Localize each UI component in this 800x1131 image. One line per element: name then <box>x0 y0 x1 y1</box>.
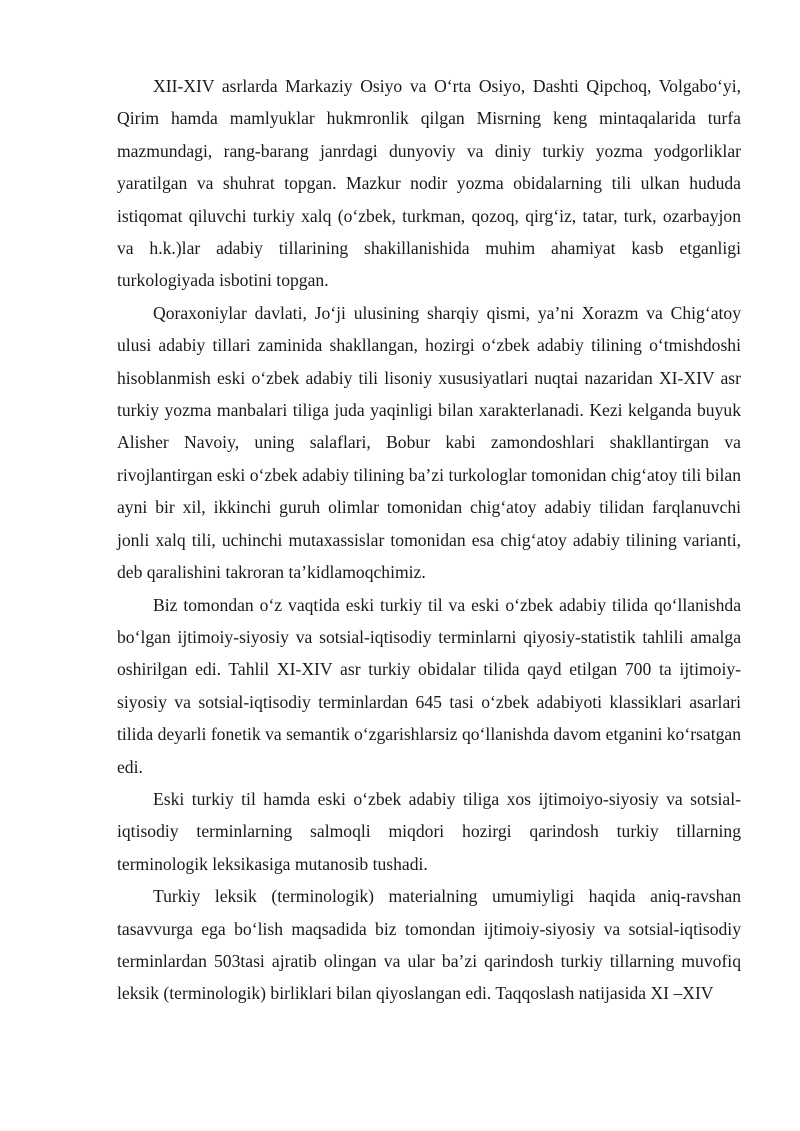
paragraph-4: Eski turkiy til hamda eski o‘zbek adabiy tiliga xos ijtimoiyo-siyosiy va sotsial-iqtisodiy terminlarning salmoqli miqdori hozirgi qarindosh turkiy tillarning terminologik leksikasiga mutanosib tushadi. <box>117 788 741 874</box>
document-page <box>117 70 741 1010</box>
paragraph-2: Qoraxoniylar davlati, Jo‘ji ulusining sharqiy qismi, ya’ni Xorazm va Chig‘atoy ulusi adabiy tillari zaminida shakllangan, hozirgi o‘zbek adabiy tilining o‘tmishdoshi hisoblanmish eski o‘zbek adabiy tili lisoniy xususiyatlari nuqtai nazaridan XI-XIV asr turkiy yozma manbalari tiliga juda yaqinligi bilan xarakterlanadi. Kezi kelganda buyuk Alisher Navoiy, uning salaflari, Bobur kabi zamondoshlari shakllantirgan va rivojlantirgan eski o‘zbek adabiy tilining ba’zi turkologlar tomonidan chig‘atoy tili bilan ayni bir xil, ikkinchi guruh olimlar tomonidan chig‘atoy adabiy tilidan farqlanuvchi jonli xalq tili, uchinchi mutaxassislar tomonidan esa chig‘atoy adabiy tilining varianti, deb qaralishini takroran ta’kidlamoqchimiz. <box>117 302 741 583</box>
paragraph-1: XII-XIV asrlarda Markaziy Osiyo va O‘rta Osiyo, Dashti Qipchoq, Volgabo‘yi, Qirim hamda mamlyuklar hukmronlik qilgan Misrning keng mintaqalarida turfa mazmundagi, rang-barang janrdagi dunyoviy va diniy turkiy yozma yodgorliklar yaratilgan va shuhrat topgan. Mazkur nodir yozma obidalarning tili ulkan hududa istiqomat qiluvchi turkiy xalq (o‘zbek, turkman, qozoq, qirg‘iz, tatar, turk, ozarbayjon va h.k.)lar adabiy tillarining shakillanishida muhim ahamiyat kasb etganligi turkologiyada isbotini topgan. <box>117 76 741 291</box>
paragraph-5: Turkiy leksik (terminologik) materialning umumiyligi haqida aniq-ravshan tasavvurga ega bo‘lish maqsadida biz tomondan ijtimoiy-siyosiy va sotsial-iqtisodiy terminlardan 503tasi ajratib olingan va ular ba’zi qarindosh turkiy tillarning muvofiq leksik (terminologik) birliklari bilan qiyoslangan edi. Taqqoslash natijasida XI –XIV <box>117 886 741 1004</box>
paragraph-3: Biz tomondan o‘z vaqtida eski turkiy til va eski o‘zbek adabiy tilida qo‘llanishda bo‘lgan ijtimoiy-siyosiy va sotsial-iqtisodiy terminlarni qiyosiy-statistik tahlili amalga oshirilgan edi. Tahlil XI-XIV asr turkiy obidalar tilida qayd etilgan 700 ta ijtimoiy-siyosiy va sotsial-iqtisodiy terminlardan 645 tasi o‘zbek adabiyoti klassiklari asarlari tilida deyarli fonetik va semantik o‘zgarishlarsiz qo‘llanishda davom etganini ko‘rsatgan edi. <box>117 594 741 777</box>
